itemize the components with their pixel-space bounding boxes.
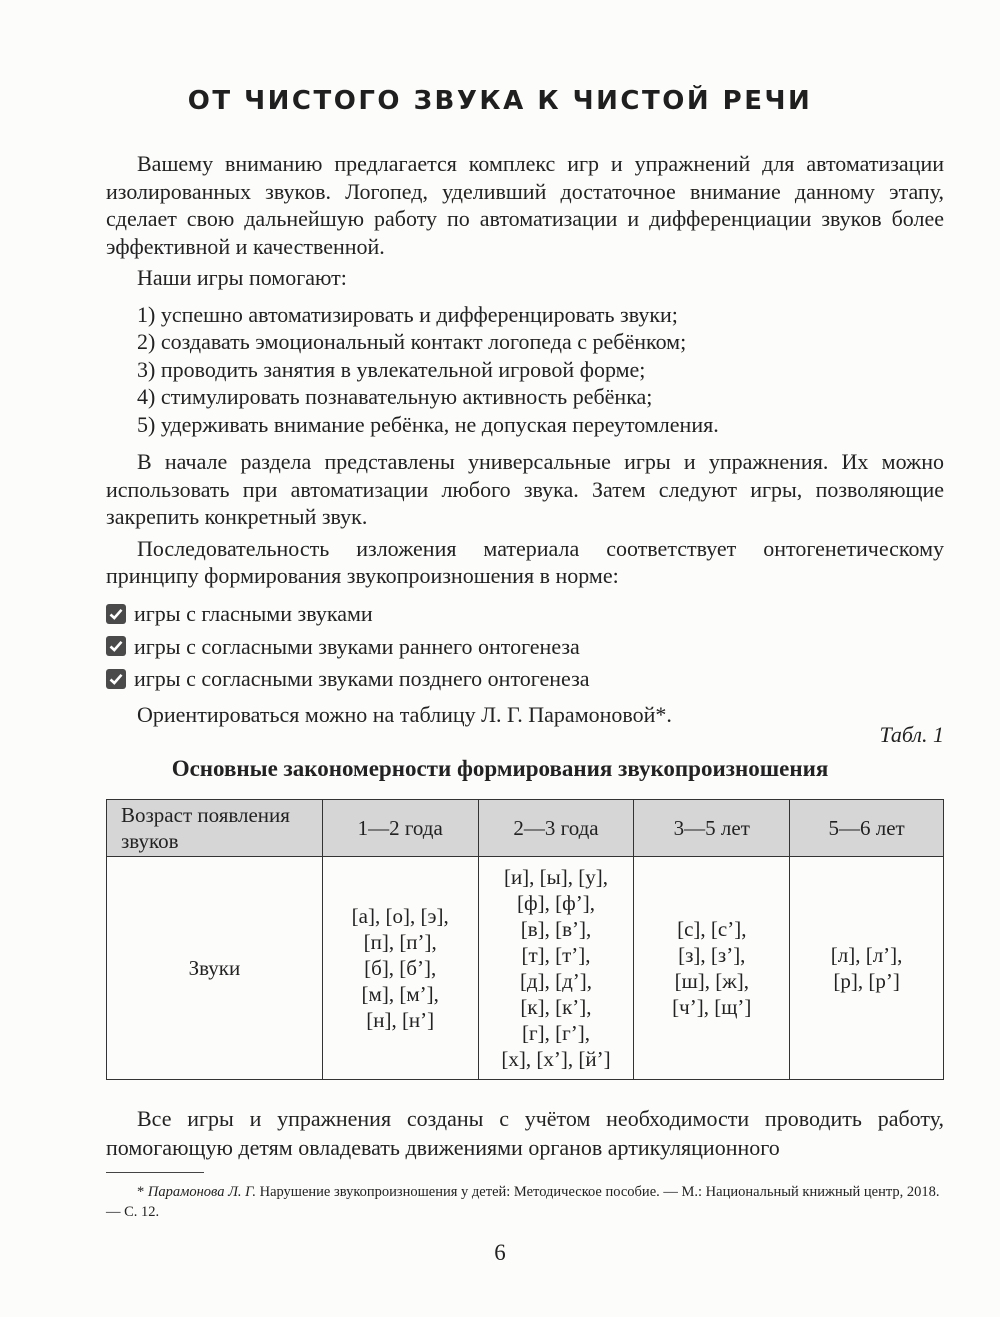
sequence-paragraph: Последовательность изложения материала соответствует онтогенетическому принципу формирования звукопроизношения в норме: (106, 535, 944, 588)
sounds-line: [а], [о], [э], (351, 904, 449, 928)
sounds-line: [ч’], [щ’] (672, 995, 752, 1019)
row-label-cell: Звуки (107, 857, 323, 1080)
checklist-label: игры с гласными звуками (134, 601, 373, 626)
sounds-line: [г], [г’], (522, 1021, 590, 1045)
checkbox-checked-icon (106, 636, 126, 656)
sounds-line: [т], [т’], (521, 943, 591, 967)
age-header-cell (107, 800, 323, 857)
column-header: 3—5 лет (634, 800, 790, 857)
table-reference-paragraph: Ориентироваться можно на таблицу Л. Г. Парамоновой*. (137, 702, 672, 727)
list-item: 5) удерживать внимание ребёнка, не допуская переутомления. (137, 411, 719, 437)
benefits-list (106, 301, 944, 439)
list-item: 2) создавать эмоциональный контакт логопеда с ребёнком; (137, 329, 687, 354)
sounds-line: [р], [р’] (833, 969, 900, 993)
checklist-label: игры с согласными звуками раннего онтогенеза (134, 633, 580, 659)
sounds-cell (478, 857, 634, 1080)
footnote-marker: * (137, 1184, 148, 1200)
sounds-line: [к], [к’], (520, 995, 592, 1019)
footnote-divider (106, 1172, 204, 1173)
sound-development-table (106, 799, 944, 1080)
sounds-line: [б], [б’], (364, 956, 437, 980)
sounds-line: [л], [л’], (830, 943, 903, 967)
table-caption: Табл. 1 (879, 722, 944, 747)
universal-games-paragraph: В начале раздела представлены универсальные игры и упражнения. Их можно использовать при автоматизации любого звука. Затем следуют игры, позволяющие закрепить конкретный звук. (106, 449, 944, 529)
column-header: 5—6 лет (790, 800, 944, 857)
sounds-cell (634, 857, 790, 1080)
list-item: 4) стимулировать познавательную активность ребёнка; (137, 384, 653, 409)
table-row (107, 857, 944, 1080)
header-text: Возраст появления (121, 803, 290, 827)
column-header: 1—2 года (322, 800, 478, 857)
sounds-cell (322, 857, 478, 1080)
game-types-checklist (106, 598, 944, 696)
checklist-label: игры с согласными звуками позднего онтогенеза (134, 666, 590, 691)
sounds-line: [ш], [ж], (674, 969, 749, 993)
sounds-cell (790, 857, 944, 1080)
sounds-line: [ф], [ф’], (517, 891, 595, 915)
checklist-item (106, 630, 944, 663)
list-item: 3) проводить занятия в увлекательной игровой форме; (137, 356, 646, 382)
footnote (106, 1182, 944, 1222)
page-title: ОТ ЧИСТОГО ЗВУКА К ЧИСТОЙ РЕЧИ (187, 86, 813, 116)
sounds-line: [д], [д’], (519, 969, 593, 993)
sounds-line: [в], [в’], (520, 917, 592, 941)
table-title: Основные закономерности формирования звукопроизношения (171, 756, 829, 781)
sounds-line: [с], [с’], (677, 917, 747, 941)
intro-lead: Наши игры помогают: (137, 265, 347, 290)
checkbox-checked-icon (106, 604, 126, 624)
sounds-line: [м], [м’], (361, 982, 439, 1006)
closing-section (106, 1104, 944, 1162)
footnote-author: Парамонова Л. Г. (147, 1184, 256, 1200)
footnote-text: Нарушение звукопроизношения у детей: Методическое пособие. — М.: Национальный книжный центр, 2018. — С. 12. (106, 1184, 940, 1220)
sounds-line: [н], [н’] (366, 1008, 435, 1032)
page-number: 6 (494, 1240, 506, 1265)
sounds-line: [х], [х’], [й’] (501, 1047, 611, 1071)
intro-paragraph: Вашему вниманию предлагается комплекс игр и упражнений для автоматизации изолированных звуков. Логопед, уделивший достаточное внимание данному этапу, сделает свою дальнейшую работу по автоматизации и дифференциации звуков более эффективной и качественной. (106, 151, 944, 259)
intro-section (106, 150, 944, 729)
sounds-line: [з], [з’], (678, 943, 746, 967)
sounds-line: [и], [ы], [у], (503, 865, 609, 889)
checkbox-checked-icon (106, 669, 126, 689)
header-text: звуков (121, 829, 179, 853)
checklist-item (106, 598, 944, 631)
checklist-item (106, 663, 944, 696)
column-header: 2—3 года (478, 800, 634, 857)
sounds-line: [п], [п’], (363, 930, 437, 954)
table-header-row (107, 800, 944, 857)
list-item: 1) успешно автоматизировать и дифференцировать звуки; (137, 301, 678, 327)
closing-paragraph: Все игры и упражнения созданы с учётом необходимости проводить работу, помогающую детям овладевать движениями органов артикуляционного (106, 1106, 944, 1160)
